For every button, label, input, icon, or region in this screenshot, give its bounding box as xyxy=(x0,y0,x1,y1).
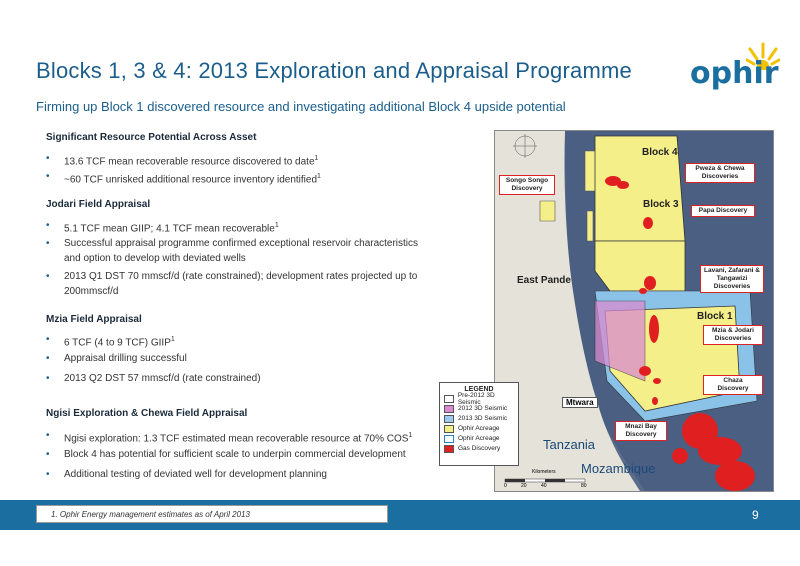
footnote: 1. Ophir Energy management estimates as of April 2013 xyxy=(36,505,388,523)
bullet-text: Appraisal drilling successful xyxy=(64,353,187,364)
page-title: Blocks 1, 3 & 4: 2013 Exploration and Appraisal Programme xyxy=(36,58,632,83)
legend-label: Ophir Acreage xyxy=(458,435,500,442)
section-heading-mzia: Mzia Field Appraisal xyxy=(46,314,142,325)
legend-swatch xyxy=(444,415,454,423)
callout-mnazi-bay: Mnazi Bay Discovery xyxy=(615,421,667,441)
bullet-item: • 2013 Q1 DST 70 mmscf/d (rate constrained); development rates projected up to 200mmscf/d xyxy=(46,269,426,299)
bullet-text: Block 4 has potential for sufficient scale to underpin commercial development xyxy=(64,449,406,460)
bullet-text: Additional testing of deviated well for development planning xyxy=(64,469,327,480)
map-legend xyxy=(439,382,519,466)
scale-tick: 0 xyxy=(504,483,507,489)
bullet-item: • 5.1 TCF mean GIIP; 4.1 TCF mean recoverable$^1$ xyxy=(46,220,279,235)
scale-label: Kilometers xyxy=(532,469,556,475)
footnote-mark: 1 xyxy=(408,432,413,439)
legend-swatch xyxy=(444,425,454,433)
legend-swatch xyxy=(444,445,454,453)
bullet-item: • Successful appraisal programme confirmed exceptional reservoir characteristics and option to develop with deviated wells xyxy=(46,236,426,266)
callout-papa: Papa Discovery xyxy=(691,205,755,217)
scale-tick: 80 xyxy=(581,483,587,489)
scale-tick: 20 xyxy=(521,483,527,489)
map-label-tanzania: Tanzania xyxy=(543,437,596,452)
bullet-item: • 13.6 TCF mean recoverable resource discovered to date$^1$ xyxy=(46,153,319,168)
section-heading-ngisi: Ngisi Exploration & Chewa Field Appraisal xyxy=(46,408,248,419)
section-heading-jodari: Jodari Field Appraisal xyxy=(46,199,151,210)
legend-item xyxy=(444,404,518,413)
legend-item xyxy=(444,424,518,433)
bullet-text: Ngisi exploration: 1.3 TCF estimated mean recoverable resource at 70% COS xyxy=(64,433,409,445)
map-label-block-3: Block 3 xyxy=(643,199,679,210)
bullet-text: ~60 TCF unrisked additional resource inventory identified xyxy=(64,174,318,186)
bullet-item: • 2013 Q2 DST 57 mmscf/d (rate constrained) xyxy=(46,371,426,386)
callout-mzia-jodari: Mzia & Jodari Discoveries xyxy=(703,325,763,345)
block-map xyxy=(494,130,774,492)
legend-label: 2012 3D Seismic xyxy=(458,405,508,412)
map-label-mozambique: Mozambique xyxy=(581,461,656,476)
bullet-item: • Appraisal drilling successful xyxy=(46,351,426,366)
bullet-item: • ~60 TCF unrisked additional resource inventory identified$^1$ xyxy=(46,171,321,186)
legend-label: Gas Discovery xyxy=(458,445,501,452)
legend-item xyxy=(444,391,518,406)
footnote-mark: 1 xyxy=(317,173,321,180)
bullet-text: 13.6 TCF mean recoverable resource discovered to date xyxy=(64,156,315,168)
footnote-mark: 1 xyxy=(314,155,319,162)
legend-item xyxy=(444,434,518,443)
map-label-block-4: Block 4 xyxy=(642,147,678,158)
legend-item xyxy=(444,444,518,453)
bullet-item: • 6 TCF (4 to 9 TCF) GIIP$^1$ xyxy=(46,334,175,349)
map-label-block-1: Block 1 xyxy=(697,311,733,322)
callout-songo-songo: Songo Songo Discovery xyxy=(499,175,555,195)
bullet-text: 2013 Q2 DST 57 mmscf/d (rate constrained) xyxy=(64,373,261,384)
footnote-mark: 1 xyxy=(170,336,175,343)
legend-item xyxy=(444,414,518,423)
bullet-item: • Block 4 has potential for sufficient scale to underpin commercial development xyxy=(46,447,426,462)
legend-swatch xyxy=(444,435,454,443)
legend-title: LEGEND xyxy=(464,386,494,393)
map-label-east-pande: East Pande xyxy=(517,275,571,286)
legend-swatch xyxy=(444,395,454,403)
callout-pweza-chewa: Pweza & Chewa Discoveries xyxy=(685,163,755,183)
bullet-item: • Additional testing of deviated well for development planning xyxy=(46,467,426,482)
bullet-text: Successful appraisal programme confirmed exceptional reservoir characteristics and option to develop with deviated wells xyxy=(64,238,419,264)
page-subtitle: Firming up Block 1 discovered resource and investigating additional Block 4 upside potential xyxy=(36,99,566,114)
map-label-mtwara: Mtwara xyxy=(562,397,598,408)
scale-tick: 40 xyxy=(541,483,547,489)
legend-label: Pre-2012 3D Seismic xyxy=(457,391,495,406)
callout-chaza: Chaza Discovery xyxy=(703,375,763,395)
legend-label: 2013 3D Seismic xyxy=(458,415,508,422)
logo-wordmark: ophir xyxy=(690,56,779,91)
bullet-text: 5.1 TCF mean GIIP; 4.1 TCF mean recoverable xyxy=(64,223,275,235)
bullet-text: 6 TCF (4 to 9 TCF) GIIP xyxy=(64,337,171,349)
ophir-logo xyxy=(688,40,780,96)
footnote-mark: 1 xyxy=(274,222,279,229)
page-number: 9 xyxy=(752,508,759,522)
bullet-item: • Ngisi exploration: 1.3 TCF estimated mean recoverable resource at 70% COS$^1$ xyxy=(46,430,413,445)
bullet-text: 2013 Q1 DST 70 mmscf/d (rate constrained); development rates projected up to 200mmscf/d xyxy=(64,271,418,297)
legend-label: Ophir Acreage xyxy=(458,425,500,432)
section-heading-resource: Significant Resource Potential Across Asset xyxy=(46,132,257,143)
legend-swatch xyxy=(444,405,454,413)
callout-lavani-zafarani-tangawizi: Lavani, Zafarani & Tangawizi Discoveries xyxy=(700,265,764,293)
